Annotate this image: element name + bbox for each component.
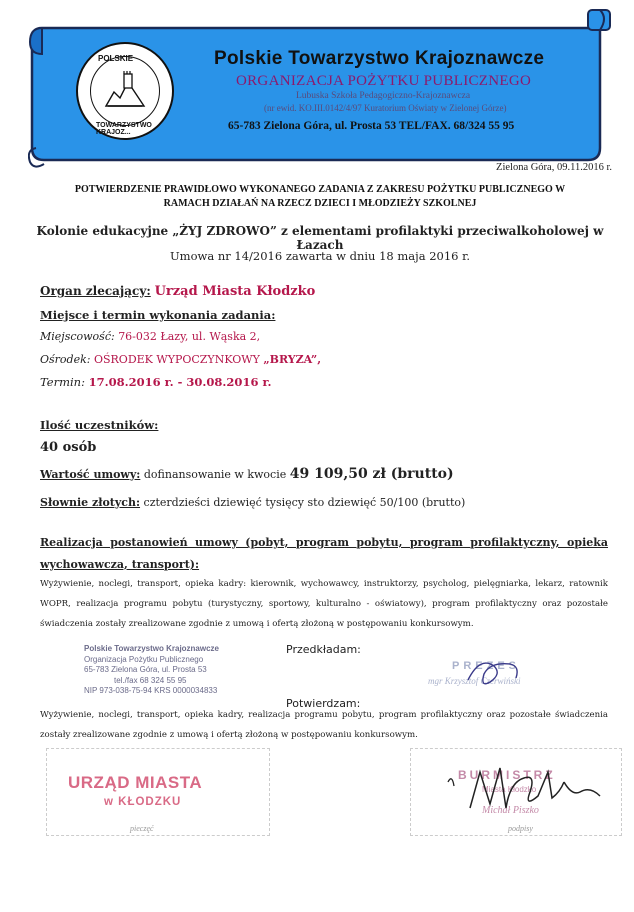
castle-icon	[102, 66, 148, 112]
contract-value-row: Wartość umowy: dofinansowanie w kwocie 49 109,50 zł (brutto)	[40, 466, 454, 482]
term-row: Termin: 17.08.2016 r. - 30.08.2016 r.	[40, 375, 272, 389]
president-stamp-title: PREZES	[452, 660, 521, 672]
participants-value: 40 osób	[40, 440, 97, 455]
center-row: Ośrodek: OŚRODEK WYPOCZYNKOWY „BRYZA”,	[40, 353, 322, 366]
logo-bottom-text: TOWARZYSTWO KRAJOZ...	[96, 122, 152, 136]
stamp-caption: pieczęć	[130, 824, 154, 833]
org-registration: (nr ewid. KO.III.0142/4/97 Kuratorium Oświaty w Zielonej Górze)	[264, 103, 507, 113]
commissioner-value: Urząd Miasta Kłodzko	[154, 284, 316, 299]
ptk-logo	[76, 42, 174, 140]
org-school: Lubuska Szkoła Pedagogiczno-Krajoznawcza	[296, 91, 471, 101]
term-value: 17.08.2016 r. - 30.08.2016 r.	[88, 375, 272, 389]
signature-caption: podpisy	[508, 824, 533, 833]
org-name: Polskie Towarzystwo Krajoznawcze	[214, 48, 545, 69]
confirm-text: Wyżywienie, noclegi, transport, opieka kadry, realizacja programu pobytu, program profilaktyczny oraz pozostałe świadczenia zostały zrealizowane zgodnie z umową i ofertą złożoną w postępowaniu konkursowym.	[40, 710, 608, 740]
contract-number: Umowa nr 14/2016 zawarta w dniu 18 maja 2016 r.	[169, 249, 471, 263]
header-banner	[28, 8, 614, 168]
in-words-row: Słownie złotych: czterdzieści dziewięć tysięcy sto dziewięć 50/100 (brutto)	[40, 496, 466, 509]
organization-stamp: Polskie Towarzystwo Krajoznawcze Organizacja Pożytku Publicznego 65-783 Zielona Góra, ul. Prosta 53 tel./fax 68 324 55 95 NIP 973-038-75-94 KRS 0000034833	[84, 644, 220, 695]
locality-row: Miejscowość: 76-032 Łazy, ul. Wąska 2,	[40, 330, 261, 343]
mayor-signature	[440, 752, 610, 822]
mayor-stamp-sub: Miasta Kłodzko	[482, 785, 537, 794]
contract-amount: 49 109,50 zł (brutto)	[289, 466, 454, 482]
realization-heading: Realizacja postanowień umowy (pobyt, program pobytu, program profilaktyczny, opieka wychowawcza, transport):	[40, 536, 608, 571]
org-subtitle: ORGANIZACJA POŻYTKU PUBLICZNEGO	[236, 73, 532, 89]
president-signature	[460, 652, 530, 692]
presenter-label: Przedkładam:	[286, 643, 361, 656]
logo-top-text: POLSKIE	[98, 54, 134, 63]
participants-label: Ilość uczestników:	[40, 418, 159, 432]
confirm-label: Potwierdzam:	[286, 697, 361, 710]
commissioner-label: Organ zlecający:	[40, 284, 151, 298]
mayor-stamp-title: BURMISTRZ	[458, 768, 556, 782]
center-value: OŚRODEK WYPOCZYNKOWY	[93, 353, 264, 366]
city-stamp-line1: URZĄD MIASTA	[68, 773, 203, 792]
president-stamp-name: mgr Krzysztof Czerwiński	[428, 676, 521, 686]
commissioner-row	[40, 284, 315, 299]
confirmation-title: POTWIERDZENIE PRAWIDŁOWO WYKONANEGO ZADANIA Z ZAKRESU POŻYTKU PUBLICZNEGO W RAMACH DZIAŁAŃ NA RZECZ DZIECI I MŁODZIEŻY SZKOLNEJ	[74, 184, 566, 209]
org-address: 65-783 Zielona Góra, ul. Prosta 53 TEL/FAX. 68/324 55 95	[228, 120, 515, 132]
locality-value: 76-032 Łazy, ul. Wąska 2,	[118, 330, 261, 343]
realization-text: Wyżywienie, noclegi, transport, opieka kadry: kierownik, wychowawcy, instruktorzy, psycholog, pielęgniarka, lekarz, ratownik WOPR, realizacja programu pobytu (turystyczny, sportowy, kulturalno - oświatowy), program profilaktyczny oraz pozostałe świadczenia zostały zrealizowane zgodnie z umową i ofertą złożoną w postępowaniu konkursowym.	[40, 579, 608, 629]
place-section-label: Miejsce i termin wykonania zadania:	[40, 308, 276, 322]
place-date: Zielona Góra, 09.11.2016 r.	[496, 162, 612, 173]
colony-title: Kolonie edukacyjne „ŻYJ ZDROWO” z elementami profilaktyki przeciwalkoholowej w Łazach	[36, 224, 604, 252]
city-stamp-line2: w KŁODZKU	[104, 796, 182, 808]
mayor-stamp-name: Michał Piszko	[482, 805, 539, 816]
